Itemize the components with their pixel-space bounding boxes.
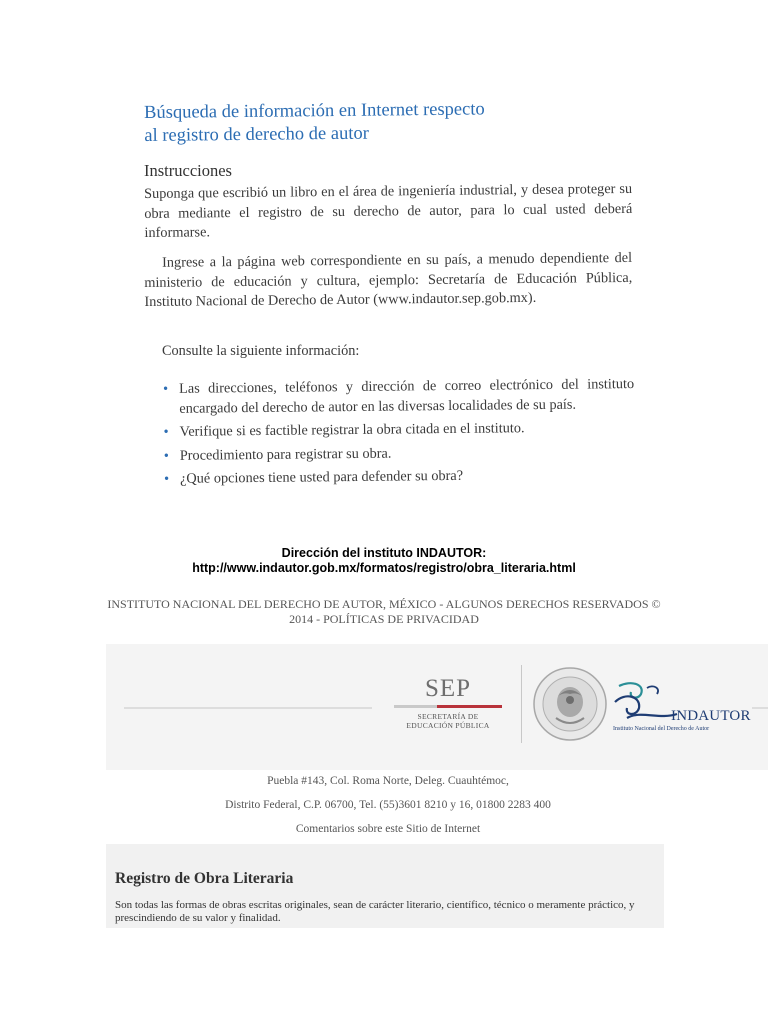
scanned-page [130,88,640,520]
registro-heading: Registro de Obra Literaria [115,870,294,887]
bullet-icon: • [163,380,169,397]
divider-line [124,707,372,709]
indautor-logo[interactable] [611,680,751,736]
scan-title-line-2: al registro de derecho de autor [144,123,369,146]
legal-notice[interactable]: INSTITUTO NACIONAL DEL DERECHO DE AUTOR, MÉXICO - ALGUNOS DERECHOS RESERVADOS © 2014 - POLÍTICAS DE PRIVACIDAD [107,597,661,626]
list-item: • Las direcciones, teléfonos y dirección de correo electrónico del instituto encargado del derecho de autor en las diversas localidades de su país. [163,376,635,417]
bullet-icon: • [163,447,169,464]
indautor-address-block [0,546,768,576]
sep-line-2: EDUCACIÓN PÚBLICA [406,721,490,730]
comments-link[interactable]: Comentarios sobre este Sitio de Internet [295,823,481,835]
registro-obra-section [106,844,664,928]
address-line-1: Puebla #143, Col. Roma Norte, Deleg. Cuauhtémoc, [267,775,509,787]
bullet-icon: • [163,470,170,487]
direccion-label: Dirección del instituto INDAUTOR: [281,546,487,560]
mexico-seal-icon [532,666,608,742]
scan-bullet-list [162,375,635,493]
sep-color-bar [394,705,502,708]
list-item: • Verifique si es factible registrar la obra citada en el instituto. [162,418,634,442]
sep-logo[interactable] [390,675,506,730]
scan-subtitle: Instrucciones [144,161,232,180]
list-item: • ¿Qué opciones tiene usted para defender su obra? [163,465,635,489]
direccion-url[interactable]: http://www.indautor.gob.mx/formatos/registro/obra_literaria.html [192,561,576,575]
divider-line [752,707,768,709]
sep-line-1: SECRETARÍA DE [417,712,479,721]
indautor-wordmark: INDAUTOR [671,708,751,724]
logo-divider [521,665,522,743]
list-item: • Procedimiento para registrar su obra. [163,442,635,466]
scan-consult-label: Consulte la siguiente información: [162,343,360,359]
scan-title [144,98,564,148]
registro-description: Son todas las formas de obras escritas originales, sean de carácter literario, científico, técnico o meramente práctico, y prescindiendo de su valor y finalidad. [115,899,635,924]
scan-paragraph-1: Suponga que escribió un libro en el área de ingeniería industrial, y desea proteger su obra mediante el registro de su derecho de autor, para lo cual usted deberá informarse. [144,180,633,241]
indautor-tagline: Instituto Nacional del Derecho de Autor [613,726,710,732]
scan-title-line-1: Búsqueda de información en Internet respecto [144,99,485,123]
contact-address [0,769,768,841]
address-line-2: Distrito Federal, C.P. 06700, Tel. (55)3601 8210 y 16, 01800 2283 400 [225,799,551,811]
bullet-icon: • [163,423,169,440]
scan-paragraph-2: Ingrese a la página web correspondiente en su país, a menudo dependiente del ministerio de educación y cultura, ejemplo: Secretaría de Educación Pública, Instituto Nacional de Derecho de Autor (www.indautor.sep.gob.mx). [144,249,633,310]
sep-wordmark: SEP [424,675,472,702]
